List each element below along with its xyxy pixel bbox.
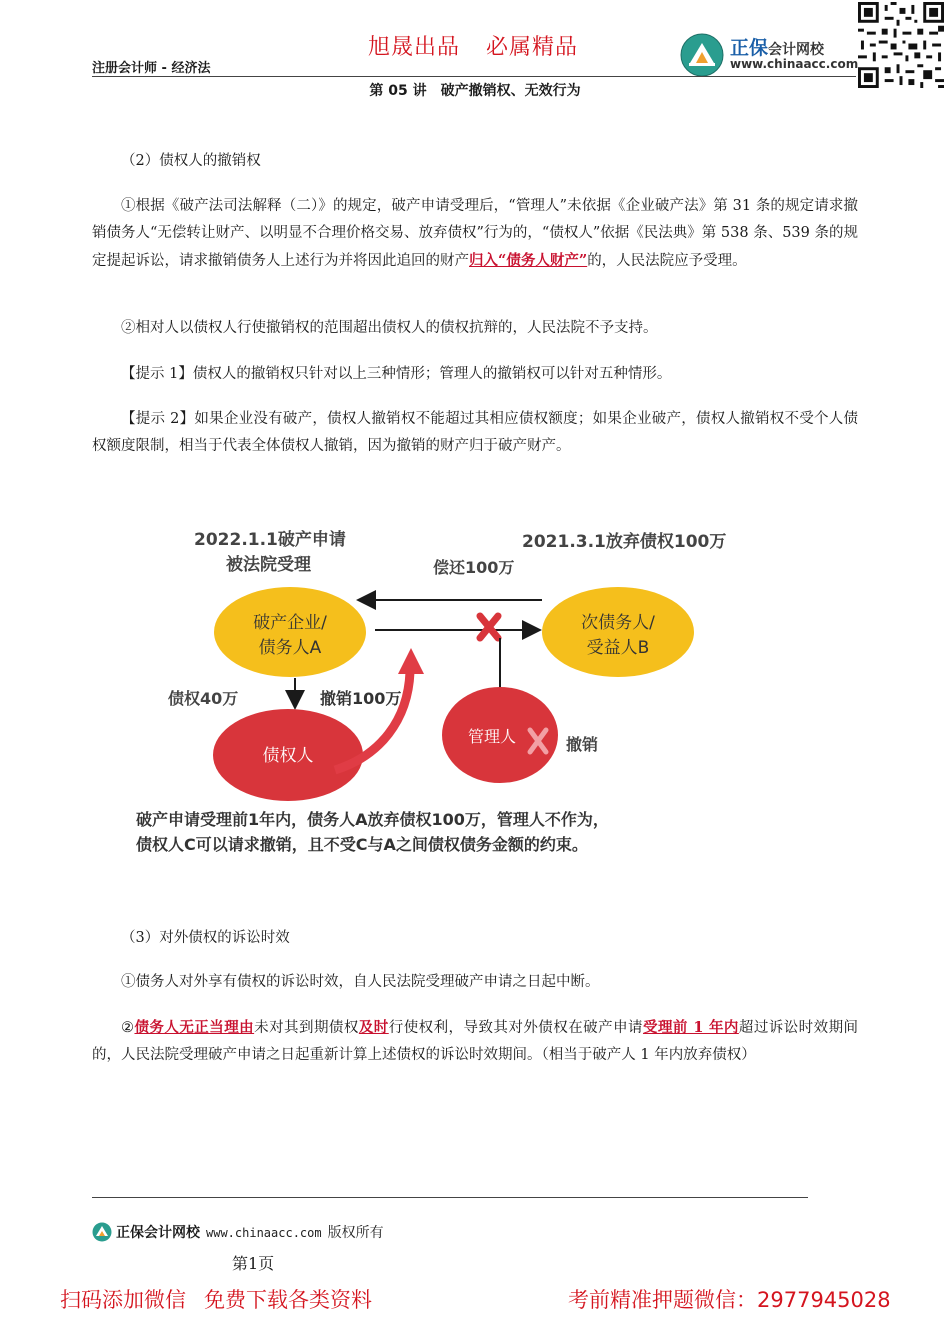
footer-brand: 正保会计网校: [116, 1225, 200, 1241]
label-accept-line1: 2022.1.1破产申请: [194, 530, 346, 550]
brand-logo[interactable]: [680, 33, 860, 77]
label-accept-line2: 被法院受理: [226, 555, 311, 575]
section-2-title: （2）债权人的撤销权: [121, 153, 261, 169]
node-b-line2: 受益人B: [586, 638, 650, 658]
slogan-left: 旭晟出品: [368, 35, 461, 60]
label-claim: 债权40万: [168, 689, 239, 708]
highlight-one-year: 受理前 1 年内: [642, 1019, 739, 1036]
promo-left-1: 扫码添加微信: [60, 1288, 186, 1312]
footer-url[interactable]: www.chinaacc.com: [206, 1226, 322, 1240]
paragraph-1: ①根据《破产法司法解释（二）》的规定，破产申请受理后，“管理人”未依据《企业破产法》第 31 条的规定请求撤销债务人“无偿转让财产、以明显不合理价格交易、放弃债权”行为的，“债权人”依据《民法典》第 538 条、539 条的规定提起诉讼，请求撤销债务人上述行为并将因此追回的财产归入“债务人财产”的，人民法院应予受理。: [92, 198, 858, 269]
brand-suffix: 会计网校: [768, 42, 825, 58]
footer-logo-icon: [92, 1222, 112, 1242]
label-waive: 2021.3.1放弃债权100万: [522, 532, 727, 552]
footer-copyright: [92, 1222, 384, 1242]
highlight-no-reason: 债务人无正当理由: [134, 1019, 255, 1036]
paragraph-3: ①债务人对外享有债权的诉讼时效，自人民法院受理破产申请之日起中断。: [121, 974, 600, 990]
paragraph-4: ②债务人无正当理由未对其到期债权及时行使权利，导致其对外债权在破产申请受理前 1 年内超过诉讼时效期间的，人民法院受理破产申请之日起重新计算上述债权的诉讼时效期间。（相当于破产人 1 年内放弃债权）: [92, 1019, 859, 1063]
node-creditor-label: 债权人: [262, 746, 314, 766]
footer-divider: [92, 1197, 808, 1198]
qr-code-icon[interactable]: [858, 2, 944, 88]
tip-1: 【提示 1】债权人的撤销权只针对以上三种情形；管理人的撤销权可以针对五种情形。: [121, 366, 672, 382]
tip-2: 【提示 2】如果企业没有破产，债权人撤销权不能超过其相应债权额度；如果企业破产，债权人撤销权不受个人债权额度限制，相当于代表全体债权人撤销，因为撤销的财产归于破产财产。: [92, 411, 858, 454]
slogan-right: 必属精品: [486, 35, 579, 60]
label-revoke-amount: 撤销100万: [320, 689, 402, 708]
brand-logo-icon: [680, 33, 724, 77]
node-a-line2: 债务人A: [258, 638, 322, 658]
footer-rights: 版权所有: [327, 1225, 384, 1241]
revocation-diagram: [130, 520, 750, 865]
header-slogan: [368, 30, 578, 61]
label-repay: 偿还100万: [433, 558, 515, 577]
node-a-line1: 破产企业/: [253, 613, 327, 633]
node-manager-label: 管理人: [467, 727, 517, 746]
highlight-debtor-property: 归入“债务人财产”: [469, 252, 588, 269]
revoke-arrowhead: [398, 648, 424, 674]
header-divider: [92, 76, 856, 77]
promo-left-2: 免费下载各类资料: [204, 1288, 372, 1312]
page-number: 第1页: [232, 1254, 275, 1273]
course-label: 注册会计师 - 经济法: [92, 61, 211, 76]
promo-left: [60, 1284, 372, 1314]
lecture-title: 第 05 讲 破产撤销权、无效行为: [369, 83, 581, 99]
section-3-title: （3）对外债权的诉讼时效: [121, 930, 290, 946]
caption-line2: 债权人C可以请求撤销，且不受C与A之间债权债务金额的约束。: [136, 835, 588, 854]
caption-line1: 破产申请受理前1年内，债务人A放弃债权100万，管理人不作为，: [136, 810, 609, 829]
brand-url: www.chinaacc.com: [730, 57, 859, 71]
label-revoke: 撤销: [566, 735, 599, 754]
brand-name: 正保会计网校: [730, 37, 825, 59]
promo-right: 考前精准押题微信：2977945028: [568, 1288, 891, 1312]
node-b-line1: 次债务人/: [581, 613, 655, 633]
cross-icon: [480, 616, 498, 638]
paragraph-2: ②相对人以债权人行使撤销权的范围超出债权人的债权抗辩的，人民法院不予支持。: [121, 320, 658, 336]
highlight-timely: 及时: [358, 1019, 389, 1036]
